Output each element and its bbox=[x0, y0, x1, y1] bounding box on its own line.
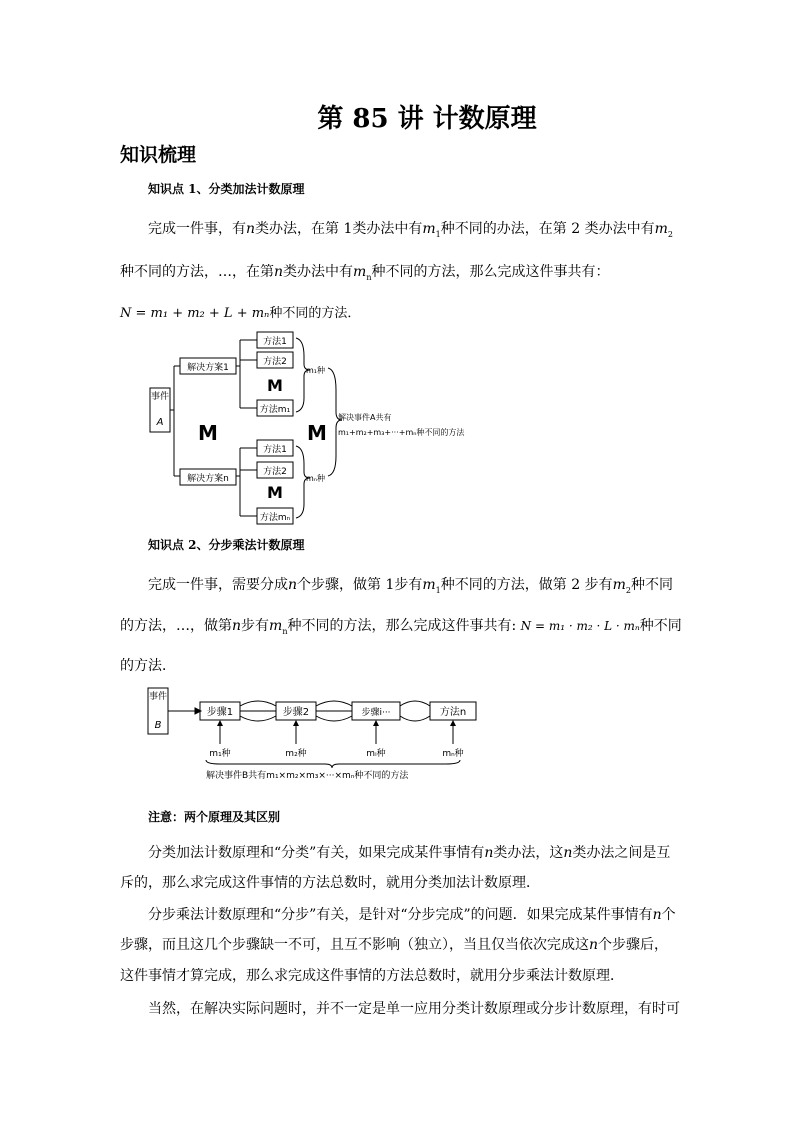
note-heading: 注意：两个原理及其区别 bbox=[148, 810, 281, 824]
ellipsis-vertical-icon: M bbox=[267, 483, 283, 502]
kp2-heading: 知识点 2、分步乘法计数原理 bbox=[148, 538, 305, 552]
section-heading: 知识梳理 bbox=[120, 144, 197, 166]
result-line2: m₁+m₂+m₃+···+mₙ种不同的方法 bbox=[338, 428, 465, 437]
ki-label: mᵢ种 bbox=[366, 749, 386, 759]
kp1-line2: 种不同的方法，…，在第n类办法中有$m_n$种不同的方法，那么完成这件事共有： bbox=[120, 264, 610, 282]
kp1-heading: 知识点 1、分类加法计数原理 bbox=[148, 182, 305, 196]
event-b-var: B bbox=[154, 720, 162, 731]
note-p1-line2: 斥的，那么求完成这件事情的方法总数时，就用分类加法计数原理． bbox=[120, 875, 540, 891]
kp2-line1: 完成一件事，需要分成n个步骤，做第 1步有$m_1$种不同的方法，做第 2 步有$m_2$种不同 bbox=[148, 577, 673, 595]
k2-label: m₂种 bbox=[285, 749, 307, 759]
kp2-formula: N = m₁ · m₂ · L · mₙ bbox=[520, 619, 640, 633]
note-p1-line1: 分类加法计数原理和“分类”有关，如果完成某件事情有n类办法，这n类办法之间是互 bbox=[148, 845, 671, 861]
kp2-line2: 的方法，…，做第n步有$m_n$种不同的方法，那么完成这件事共有: N = m₁ · m₂ · L · mₙ种不同 bbox=[120, 618, 682, 636]
step2-label: 步骤2 bbox=[282, 707, 310, 718]
result-brace bbox=[328, 368, 342, 476]
note-p2-line2: 步骤，而且这几个步骤缺一不可，且互不影响（独立），当且仅当依次完成这n个步骤后， bbox=[120, 937, 669, 953]
page-title: 第 85 讲 计数原理 bbox=[317, 104, 537, 134]
ellipsis-vertical-icon: M bbox=[198, 421, 218, 445]
methodn-label: 方法n bbox=[439, 707, 467, 718]
event-b-label: 事件 bbox=[148, 692, 168, 702]
method-mn-label: 方法mₙ bbox=[259, 513, 291, 523]
result-line1: 解决事件A共有 bbox=[338, 413, 392, 422]
kp2-line3: 的方法． bbox=[120, 658, 176, 674]
method1-label-b: 方法1 bbox=[263, 445, 287, 455]
kp1-formula: N = m₁ + m₂ + L + mₙ bbox=[120, 306, 270, 321]
note-p2-line1: 分步乘法计数原理和“分步”有关，是针对“分步完成”的问题．如果完成某件事情有n个 bbox=[148, 907, 676, 923]
kn-label: mₙ种 bbox=[442, 749, 464, 759]
mn-kinds-label: mₙ种 bbox=[306, 474, 325, 483]
stepi-label: 步骤i··· bbox=[361, 708, 391, 718]
step1-label: 步骤1 bbox=[206, 707, 234, 718]
event-a-label: 事件 bbox=[150, 392, 170, 402]
plan1-label: 解决方案1 bbox=[187, 363, 229, 373]
kp1-line3: N = m₁ + m₂ + L + mₙ种不同的方法． bbox=[120, 306, 361, 321]
k1-label: m₁种 bbox=[209, 749, 231, 759]
brace-m1 bbox=[296, 338, 310, 412]
event-a-var: A bbox=[156, 417, 164, 428]
plann-label: 解决方案n bbox=[187, 474, 229, 484]
ellipsis-vertical-icon: M bbox=[307, 421, 327, 445]
method1-label-a: 方法1 bbox=[263, 337, 287, 347]
method2-label-a: 方法2 bbox=[263, 357, 287, 367]
note-p3-line1: 当然，在解决实际问题时，并不一定是单一应用分类计数原理或分步计数原理，有时可 bbox=[148, 1001, 680, 1017]
method2-label-b: 方法2 bbox=[263, 467, 287, 477]
step-result-label: 解决事件B共有m₁×m₂×m₃×···×mₙ种不同的方法 bbox=[206, 771, 409, 781]
classification-diagram bbox=[140, 328, 510, 528]
kp1-line1: 完成一件事，有n类办法，在第 1类办法中有$m_1$种不同的办法，在第 2 类办法中有$m_2$ bbox=[148, 221, 673, 239]
step-diagram bbox=[140, 684, 490, 784]
ellipsis-vertical-icon: M bbox=[267, 376, 283, 395]
note-p2-line3: 这件事情才算完成，那么求完成这件事情的方法总数时，就用分步乘法计数原理． bbox=[120, 968, 624, 984]
m1-kinds-label: m₁种 bbox=[306, 366, 325, 375]
method-m1-label: 方法m₁ bbox=[259, 405, 291, 415]
